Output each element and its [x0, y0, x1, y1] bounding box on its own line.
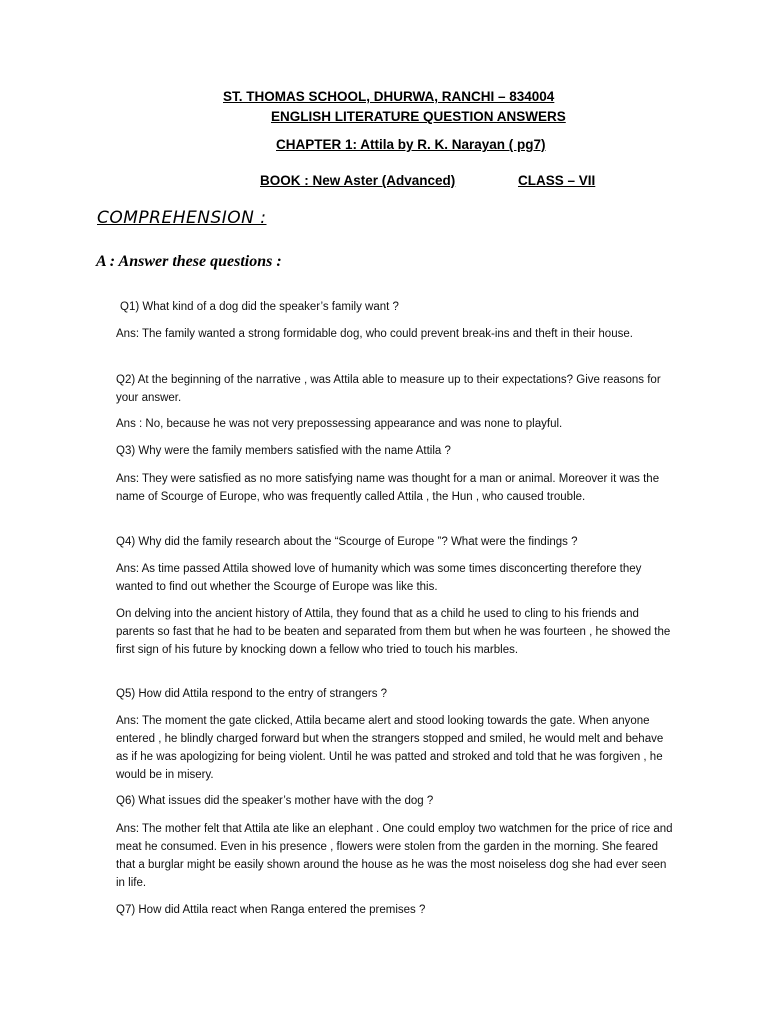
- question-3: Q3) Why were the family members satisfied with the name Attila ?: [116, 445, 451, 457]
- answer-3: Ans: They were satisfied as no more satisfying name was thought for a man or animal. Moreover it was the name of Scourge of Europe, who was frequently called Attila , the Hun , who caused trouble.: [116, 473, 660, 503]
- answer-6: Ans: The mother felt that Attila ate like an elephant . One could employ two watchmen for the price of rice and meat he consumed. Even in his presence , flowers were stolen from the garden in the morning. She feared that a burglar might be easily shown around the house as he was the most noiseless dog she had ever seen in life.: [116, 823, 673, 889]
- question-4: Q4) Why did the family research about the “Scourge of Europe ”? What were the findings ?: [116, 536, 578, 548]
- book-heading: BOOK : New Aster (Advanced): [260, 173, 456, 188]
- answer-1: Ans: The family wanted a strong formidable dog, who could prevent break-ins and theft in their house.: [116, 328, 633, 340]
- section-subtitle: A : Answer these questions :: [96, 253, 282, 270]
- answer-5: Ans: The moment the gate clicked, Attila became alert and stood looking towards the gate. When anyone entered , he blindly charged forward but when the strangers stopped and smiled, he would melt and behave as if he was apologizing for being violent. Until he was patted and stroked and told that he was forgiven , he would be in misery.: [116, 715, 664, 781]
- school-name-heading: ST. THOMAS SCHOOL, DHURWA, RANCHI – 834004: [223, 89, 555, 104]
- chapter-heading: CHAPTER 1: Attila by R. K. Narayan ( pg7): [276, 137, 546, 152]
- answer-2: Ans : No, because he was not very prepossessing appearance and was none to playful.: [116, 418, 563, 430]
- class-heading: CLASS – VII: [518, 173, 596, 188]
- comprehension-title: COMPREHENSION :: [97, 208, 267, 228]
- question-5: Q5) How did Attila respond to the entry of strangers ?: [116, 688, 388, 700]
- answer-4: Ans: As time passed Attila showed love of humanity which was some times disconcerting therefore they wanted to find out whether the Scourge of Europe was like this.: [116, 563, 642, 593]
- question-6: Q6) What issues did the speaker’s mother have with the dog ?: [116, 795, 434, 807]
- question-1: Q1) What kind of a dog did the speaker’s family want ?: [120, 301, 399, 313]
- question-2: Q2) At the beginning of the narrative , was Attila able to measure up to their expectations? Give reasons for your answer.: [116, 374, 661, 404]
- answer-4-continued: On delving into the ancient history of Attila, they found that as a child he used to cling to his friends and parents so fast that he had to be beaten and separated from them but when he was fourteen , he showed the first sign of his future by knocking down a fellow who tried to touch his marbles.: [116, 608, 671, 656]
- subject-heading: ENGLISH LITERATURE QUESTION ANSWERS: [271, 109, 566, 124]
- question-7: Q7) How did Attila react when Ranga entered the premises ?: [116, 904, 426, 916]
